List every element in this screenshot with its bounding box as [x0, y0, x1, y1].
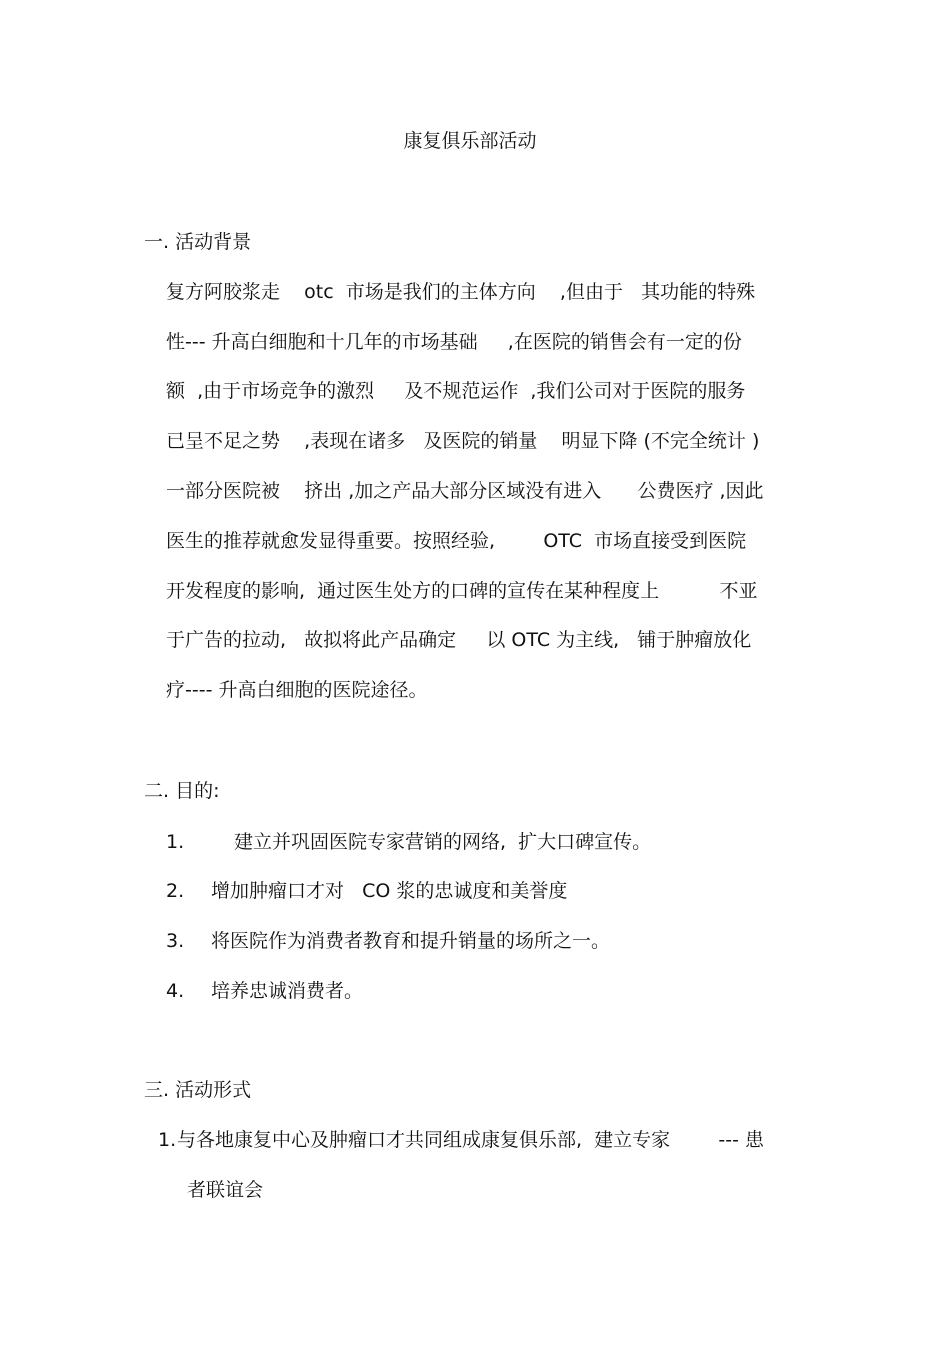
list-item-text: 与各地康复中心及肿瘤口才共同组成康复俱乐部, 建立专家 --- 患: [177, 1129, 765, 1151]
list-item-text: 培养忠诚消费者。: [211, 980, 364, 1002]
document-title: 康复俱乐部活动: [403, 130, 537, 152]
body-line: 复方阿胶浆走 otc 市场是我们的主体方向 ,但由于 其功能的特殊: [166, 281, 756, 303]
list-item-continuation: 者联谊会: [187, 1179, 264, 1201]
list-item-text: 建立并巩固医院专家营销的网络, 扩大口碑宣传。: [234, 831, 652, 853]
list-item-text: 将医院作为消费者教育和提升销量的场所之一。: [211, 930, 611, 952]
section-heading-purpose: 二. 目的:: [144, 780, 220, 802]
body-line: 开发程度的影响, 通过医生处方的口碑的宣传在某种程度上 不亚: [166, 580, 758, 602]
body-line: 性--- 升高白细胞和十几年的市场基础 ,在医院的销售会有一定的份: [166, 331, 742, 353]
body-line: 疗---- 升高白细胞的医院途径。: [166, 679, 428, 701]
list-item-number: 2.: [166, 880, 185, 902]
list-item-text: 增加肿瘤口才对 CO 浆的忠诚度和美誉度: [211, 880, 568, 902]
section-heading-format: 三. 活动形式: [144, 1079, 252, 1101]
section-heading-background: 一. 活动背景: [144, 231, 252, 253]
list-item-number: 1.: [166, 831, 185, 853]
list-item-number: 3.: [166, 930, 185, 952]
body-line: 已呈不足之势 ,表现在诸多 及医院的销量 明显下降 (不完全统计 ): [166, 430, 760, 452]
body-line: 医生的推荐就愈发显得重要。按照经验, OTC 市场直接受到医院: [166, 530, 747, 552]
body-line: 一部分医院被 挤出 ,加之产品大部分区域没有进入 公费医疗 ,因此: [166, 480, 764, 502]
list-item-number: 4.: [166, 980, 185, 1002]
body-line: 额 ,由于市场竞争的激烈 及不规范运作 ,我们公司对于医院的服务: [166, 380, 746, 402]
body-line: 于广告的拉动, 故拟将此产品确定 以 OTC 为主线, 铺于肿瘤放化: [166, 629, 752, 651]
list-item-number: 1.: [158, 1129, 177, 1151]
